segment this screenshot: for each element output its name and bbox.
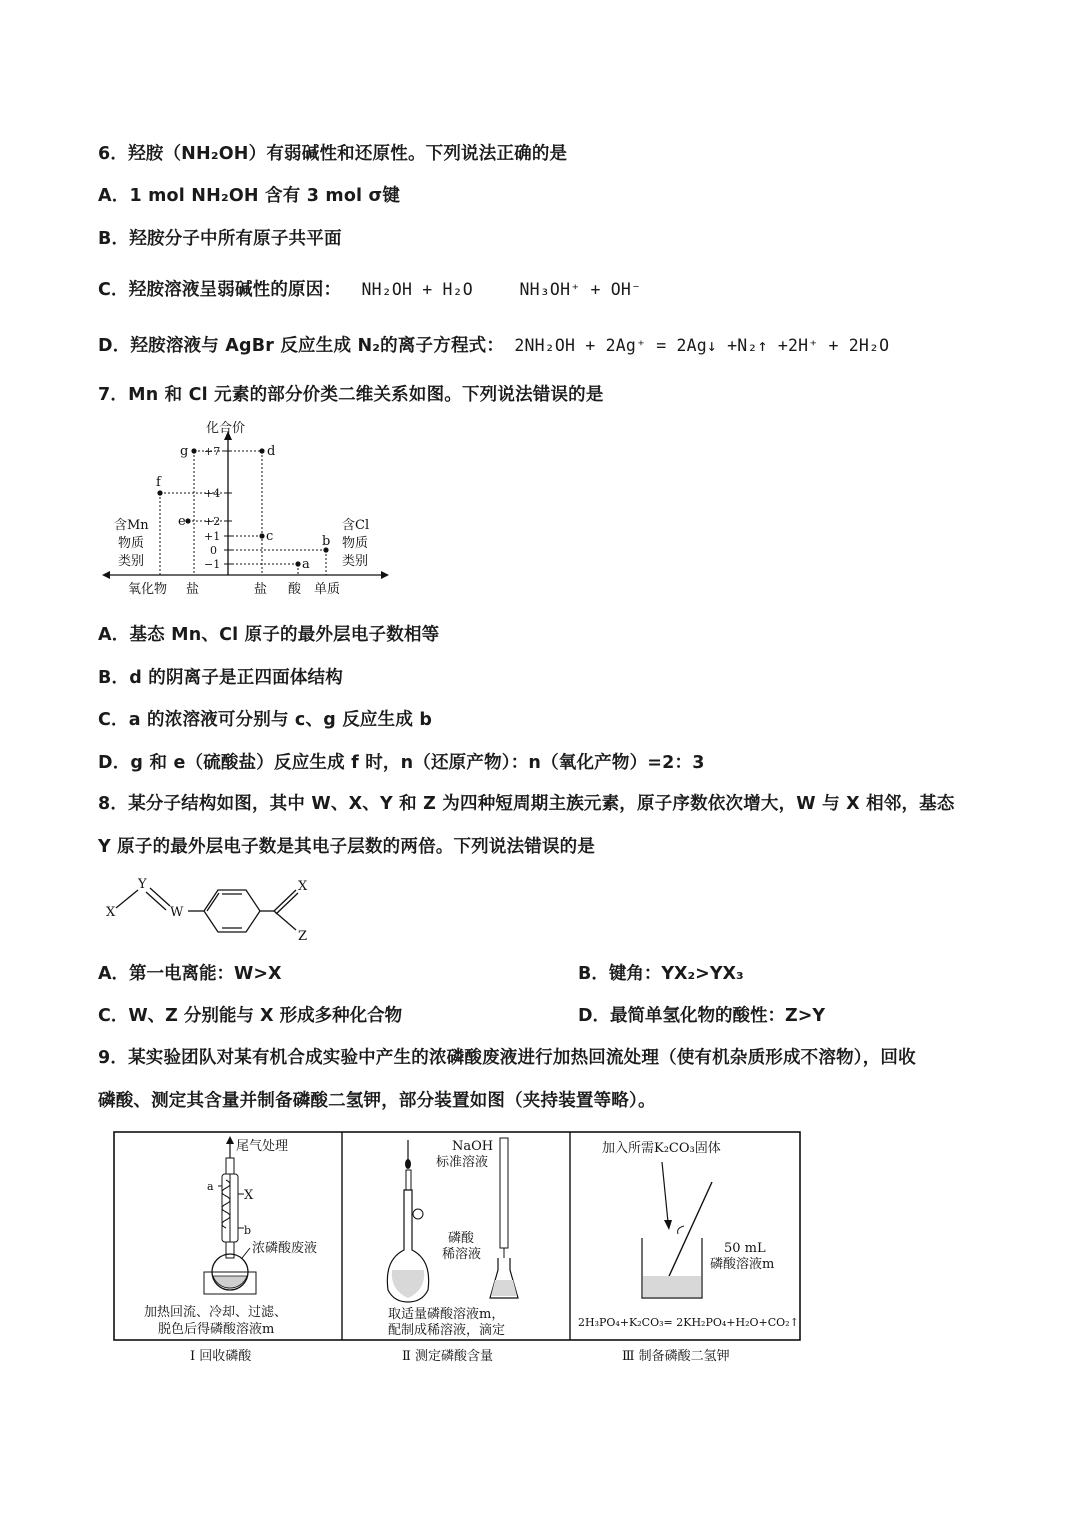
panel2-caption-2: 配制成稀溶液，滴定	[388, 1323, 506, 1338]
panel1-caption-1: 加热回流、冷却、过滤、	[144, 1305, 288, 1320]
panel1-label-b: b	[244, 1224, 252, 1237]
tick-plus1: +1	[204, 530, 221, 543]
panel1-caption-2: 脱色后得磷酸溶液m	[158, 1322, 275, 1337]
x-label-element: 单质	[314, 582, 341, 597]
right-label-1: 含Cl	[342, 518, 370, 533]
tick-minus1: −1	[204, 558, 221, 571]
panel2-name: Ⅱ 测定磷酸含量	[402, 1349, 493, 1364]
panel-1-reflux-apparatus	[144, 1136, 317, 1364]
panel3-solution: 磷酸溶液m	[710, 1257, 775, 1272]
panel3-top-label: 加入所需K₂CO₃固体	[602, 1141, 721, 1156]
panel1-label-x: X	[244, 1188, 254, 1203]
point-d: d	[267, 444, 276, 459]
panel2-acid-1: 磷酸	[448, 1231, 475, 1246]
point-c: c	[266, 529, 274, 544]
right-label-2: 物质	[342, 536, 369, 551]
panel3-volume: 50 mL	[724, 1241, 766, 1256]
point-e: e	[178, 514, 186, 529]
mol-atom-w: W	[170, 905, 184, 920]
right-label-3: 类别	[342, 554, 369, 569]
q6-option-c-eq-right: NH₃OH⁺ + OH⁻	[519, 280, 642, 299]
panel1-name: Ⅰ 回收磷酸	[190, 1349, 252, 1364]
left-label-2: 物质	[118, 536, 145, 551]
q7-option-c: C．a 的浓溶液可分别与 c、g 反应生成 b	[98, 710, 433, 730]
panel3-name: Ⅲ 制备磷酸二氢钾	[622, 1349, 730, 1364]
q8-stem-line1: 8．某分子结构如图，其中 W、X、Y 和 Z 为四种短周期主族元素，原子序数依次增大，W 与 X 相邻，基态	[98, 794, 955, 814]
panel2-naoh-2: 标准溶液	[436, 1155, 489, 1170]
y-axis-title: 化合价	[206, 421, 246, 436]
q9-apparatus-figure	[112, 1130, 804, 1370]
panel-2-titration-apparatus	[387, 1138, 518, 1364]
panel2-caption-1: 取适量磷酸溶液m，	[388, 1307, 505, 1322]
q7-stem: 7．Mn 和 Cl 元素的部分价类二维关系如图。下列说法错误的是	[98, 385, 604, 405]
q8-option-a: A．第一电离能：W>X	[98, 964, 282, 984]
panel2-naoh-1: NaOH	[452, 1139, 494, 1154]
left-label-3: 类别	[118, 554, 145, 569]
q8-option-d: D．最简单氢化物的酸性：Z>Y	[578, 1006, 826, 1026]
q9-stem-line1: 9．某实验团队对某有机合成实验中产生的浓磷酸废液进行加热回流处理（使有机杂质形成不溶物），回收	[98, 1048, 916, 1068]
mol-atom-x-right: X	[298, 879, 308, 894]
q8-stem-line2: Y 原子的最外层电子数是其电子层数的两倍。下列说法错误的是	[98, 837, 596, 857]
q6-option-d-text: D．羟胺溶液与 AgBr 反应生成 N₂的离子方程式：	[98, 336, 505, 356]
x-label-oxide: 氧化物	[128, 582, 168, 597]
tick-zero: 0	[210, 544, 217, 557]
point-f: f	[156, 475, 161, 490]
q8-option-c: C．W、Z 分别能与 X 形成多种化合物	[98, 1006, 403, 1026]
tick-plus7: +7	[204, 445, 221, 458]
panel1-label-a: a	[207, 1180, 214, 1193]
q9-stem-line2: 磷酸、测定其含量并制备磷酸二氢钾，部分装置如图（夹持装置等略）。	[98, 1091, 656, 1111]
point-g: g	[180, 444, 189, 459]
panel1-top-label: 尾气处理	[236, 1139, 289, 1154]
tick-plus4: +4	[204, 487, 221, 500]
point-b: b	[322, 534, 331, 549]
q6-stem: 6．羟胺（NH₂OH）有弱碱性和还原性。下列说法正确的是	[98, 144, 568, 164]
equilibrium-arrow-icon: ⇌	[488, 280, 504, 300]
q7-option-d: D．g 和 e（硫酸盐）反应生成 f 时，n（还原产物）：n（氧化产物）=2：3	[98, 753, 705, 773]
q6-option-a: A．1 mol NH₂OH 含有 3 mol σ键	[98, 186, 401, 206]
q8-molecule-structure	[100, 872, 330, 947]
q7-option-b: B．d 的阴离子是正四面体结构	[98, 668, 343, 688]
panel-3-beaker-apparatus	[578, 1140, 799, 1364]
q6-option-c-eq-left: NH₂OH + H₂O	[361, 280, 473, 299]
q6-option-c-text: C．羟胺溶液呈弱碱性的原因：	[98, 280, 342, 300]
mol-atom-z: Z	[298, 929, 308, 944]
point-a: a	[302, 557, 310, 572]
q8-option-b: B．键角：YX₂>YX₃	[578, 964, 744, 984]
q7-option-a: A．基态 Mn、Cl 原子的最外层电子数相等	[98, 625, 440, 645]
tick-plus2: +2	[204, 515, 221, 528]
q6-option-b: B．羟胺分子中所有原子共平面	[98, 229, 342, 249]
mol-atom-x-left: X	[106, 905, 116, 920]
x-label-salt-mn: 盐	[186, 582, 200, 597]
panel1-liquid-label: 浓磷酸废液	[252, 1241, 318, 1256]
q6-option-d-eq: 2NH₂OH + 2Ag⁺ = 2Ag↓ +N₂↑ +2H⁺ + 2H₂O	[514, 336, 890, 355]
q6-option-d	[98, 332, 889, 357]
x-label-acid: 酸	[288, 582, 302, 597]
left-label-1: 含Mn	[114, 518, 149, 533]
q6-option-c	[98, 276, 641, 301]
x-label-salt-cl: 盐	[254, 582, 268, 597]
mol-atom-y: Y	[138, 877, 147, 892]
panel2-acid-2: 稀溶液	[442, 1247, 482, 1262]
panel3-equation: 2H₃PO₄+K₂CO₃= 2KH₂PO₄+H₂O+CO₂↑	[578, 1316, 799, 1329]
q7-valence-class-diagram	[100, 415, 390, 605]
